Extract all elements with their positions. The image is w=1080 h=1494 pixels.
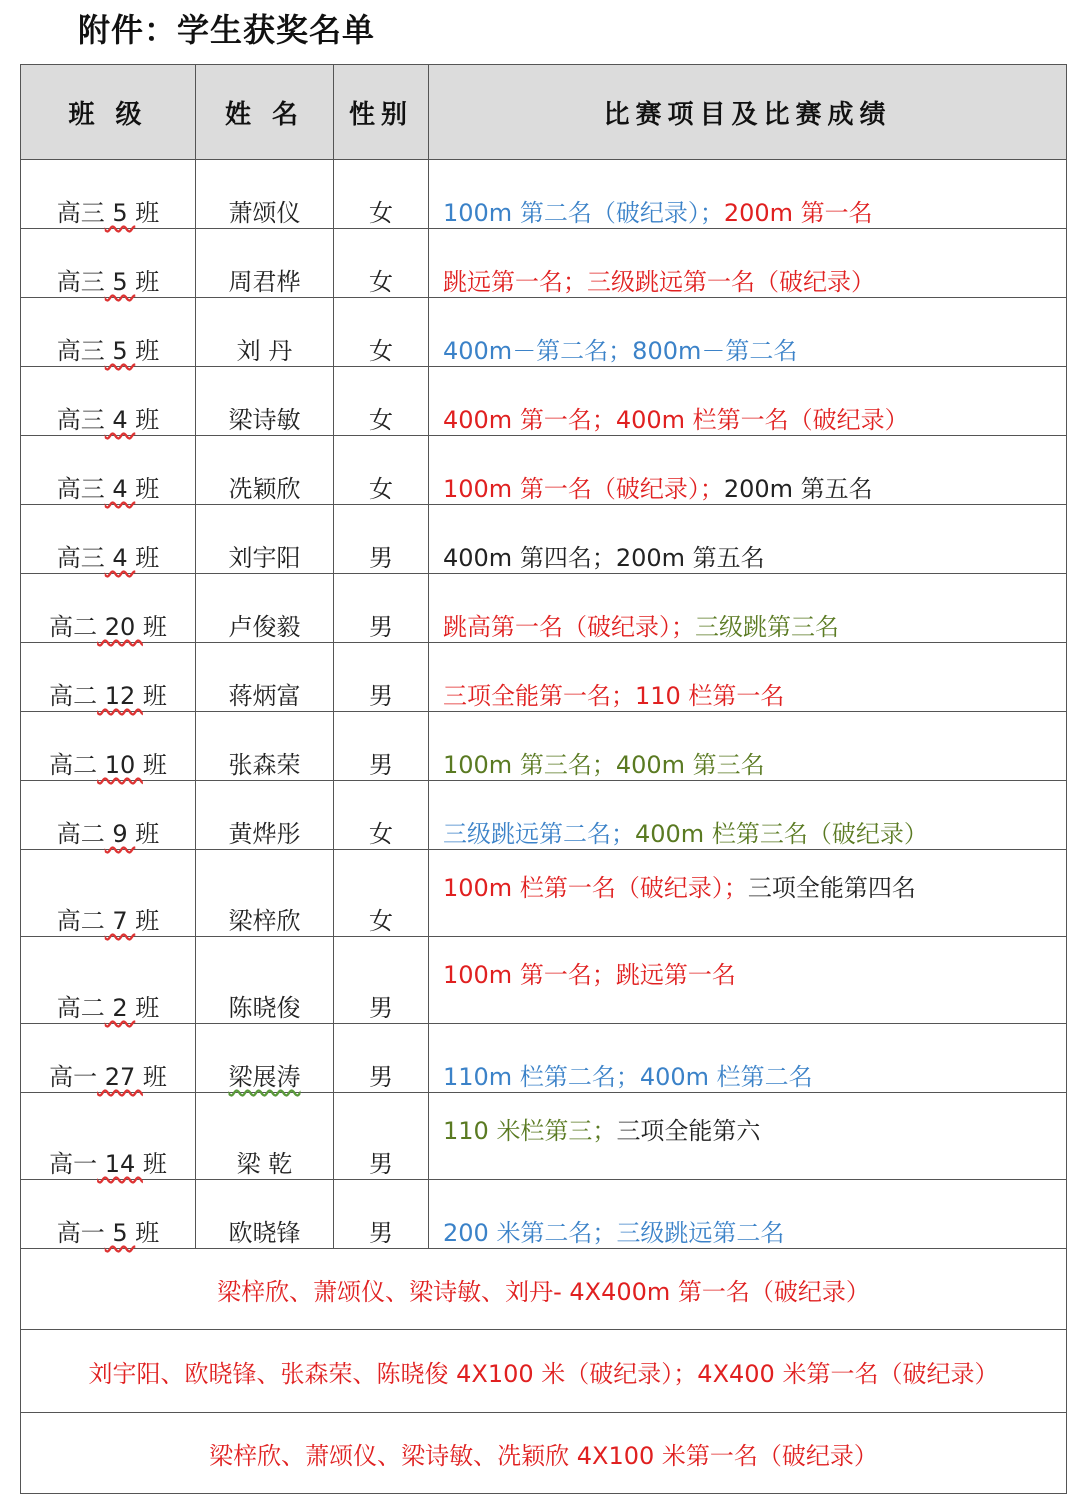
name-cell [196, 505, 334, 574]
events-cell [429, 298, 1067, 367]
gender-cell: 女 [334, 436, 429, 505]
name-cell [196, 160, 334, 229]
relay-result: 刘宇阳、欧晓锋、张森荣、陈晓俊 4X100 米（破纪录）；4X400 米第一名（破纪录） [21, 1330, 1067, 1413]
class-suffix: 班 [142, 751, 167, 779]
name-cell [196, 850, 334, 937]
gender-cell: 男 [334, 712, 429, 781]
table-row [21, 937, 1067, 1024]
event-result: 400m 第一名；400m 栏第一名（破纪录） [443, 406, 909, 434]
events-cell [429, 1024, 1067, 1093]
event-result: 跳高第一名（破纪录）； [443, 613, 695, 641]
student-name: 梁展涛 [228, 1063, 301, 1091]
class-cell [21, 229, 196, 298]
event-result: 100m 第一名（破纪录）； [443, 475, 724, 503]
class-grade: 高一 [49, 1150, 98, 1178]
gender-cell: 女 [334, 367, 429, 436]
class-cell [21, 1180, 196, 1249]
event-result: 110m 栏第二名；400m 栏第二名 [443, 1063, 813, 1091]
class-suffix: 班 [142, 613, 167, 641]
header-events: 比赛项目及比赛成绩 [429, 65, 1067, 160]
events-cell [429, 712, 1067, 781]
class-number: 2 [104, 994, 136, 1022]
class-grade: 高一 [56, 1219, 105, 1247]
relay-result: 梁梓欣、萧颂仪、梁诗敏、冼颖欣 4X100 米第一名（破纪录） [21, 1413, 1067, 1494]
student-name: 冼颖欣 [228, 475, 301, 503]
event-result: 100m 第一名；跳远第一名 [443, 961, 736, 989]
gender-cell: 女 [334, 850, 429, 937]
table-row [21, 712, 1067, 781]
events-cell [429, 574, 1067, 643]
name-cell [196, 781, 334, 850]
event-result: 跳远第一名；三级跳远第一名（破纪录） [443, 268, 875, 296]
student-name: 梁诗敏 [228, 406, 301, 434]
gender-cell: 男 [334, 1180, 429, 1249]
header-gender: 性别 [334, 65, 429, 160]
class-cell [21, 781, 196, 850]
class-grade: 高三 [56, 406, 105, 434]
class-grade: 高三 [56, 337, 105, 365]
table-row [21, 505, 1067, 574]
class-number: 5 [104, 1219, 136, 1247]
event-result: 100m 栏第一名（破纪录）； [443, 874, 748, 902]
class-suffix: 班 [135, 907, 160, 935]
class-cell [21, 298, 196, 367]
event-result: 三级跳远第二名； [443, 820, 635, 848]
header-row [21, 65, 1067, 160]
gender-cell: 男 [334, 1093, 429, 1180]
gender-cell: 女 [334, 781, 429, 850]
class-grade: 高二 [56, 820, 105, 848]
student-name: 梁 乾 [236, 1150, 293, 1178]
class-grade: 高一 [49, 1063, 98, 1091]
name-cell [196, 367, 334, 436]
class-grade: 高二 [49, 682, 98, 710]
gender-cell: 男 [334, 574, 429, 643]
class-cell [21, 436, 196, 505]
class-number: 4 [104, 406, 136, 434]
class-cell [21, 937, 196, 1024]
events-cell [429, 505, 1067, 574]
table-row [21, 1024, 1067, 1093]
events-cell [429, 1093, 1067, 1180]
event-result: 三项全能第一名；110 栏第一名 [443, 682, 785, 710]
gender-cell: 女 [334, 160, 429, 229]
class-cell [21, 505, 196, 574]
header-name: 姓 名 [196, 65, 334, 160]
class-number: 5 [104, 337, 136, 365]
event-result: 400m 第四名；200m 第五名 [443, 544, 765, 572]
table-row [21, 367, 1067, 436]
gender-cell: 男 [334, 1024, 429, 1093]
gender-cell: 男 [334, 643, 429, 712]
class-cell [21, 850, 196, 937]
event-result: 200 米第二名； [443, 1219, 617, 1247]
event-result: 400m 栏第三名（破纪录） [635, 820, 928, 848]
class-number: 9 [104, 820, 136, 848]
class-suffix: 班 [142, 682, 167, 710]
name-cell [196, 937, 334, 1024]
student-name: 陈晓俊 [228, 994, 301, 1022]
gender-cell: 男 [334, 505, 429, 574]
class-suffix: 班 [135, 1219, 160, 1247]
event-result: 三级跳远第二名 [616, 1219, 785, 1247]
class-number: 7 [104, 907, 136, 935]
student-name: 卢俊毅 [228, 613, 301, 641]
name-cell [196, 1180, 334, 1249]
class-suffix: 班 [135, 475, 160, 503]
student-name: 萧颂仪 [228, 199, 301, 227]
event-result: 200m 第五名 [723, 475, 873, 503]
class-grade: 高三 [56, 544, 105, 572]
class-cell [21, 1024, 196, 1093]
class-grade: 高二 [49, 751, 98, 779]
relay-row [21, 1413, 1067, 1494]
student-name: 黄烨彤 [228, 820, 301, 848]
table-row [21, 574, 1067, 643]
class-number: 14 [97, 1150, 143, 1178]
class-grade: 高二 [56, 994, 105, 1022]
header-class: 班 级 [21, 65, 196, 160]
student-name: 张森荣 [228, 751, 301, 779]
event-result: 100m 第二名（破纪录）； [443, 199, 724, 227]
events-cell [429, 436, 1067, 505]
awards-table [20, 64, 1067, 1494]
class-grade: 高三 [56, 268, 105, 296]
class-suffix: 班 [135, 199, 160, 227]
class-cell [21, 367, 196, 436]
name-cell [196, 436, 334, 505]
class-cell [21, 712, 196, 781]
name-cell [196, 229, 334, 298]
class-grade: 高三 [56, 475, 105, 503]
table-row [21, 643, 1067, 712]
class-number: 10 [97, 751, 143, 779]
class-number: 4 [104, 475, 136, 503]
class-number: 5 [104, 268, 136, 296]
event-result: 400m－第二名；800m－第二名 [443, 337, 798, 365]
relay-row [21, 1249, 1067, 1330]
name-cell [196, 712, 334, 781]
class-cell [21, 160, 196, 229]
class-number: 5 [104, 199, 136, 227]
class-suffix: 班 [135, 337, 160, 365]
gender-cell: 女 [334, 229, 429, 298]
event-result: 110 米栏第三； [443, 1117, 617, 1145]
events-cell [429, 781, 1067, 850]
class-suffix: 班 [135, 820, 160, 848]
table-row [21, 436, 1067, 505]
table-body [21, 160, 1067, 1494]
class-grade: 高二 [49, 613, 98, 641]
table-row [21, 1180, 1067, 1249]
class-suffix: 班 [142, 1063, 167, 1091]
class-grade: 高二 [56, 907, 105, 935]
gender-cell: 女 [334, 298, 429, 367]
class-suffix: 班 [135, 544, 160, 572]
table-row [21, 298, 1067, 367]
events-cell [429, 160, 1067, 229]
event-result: 200m 第一名 [723, 199, 873, 227]
events-cell [429, 1180, 1067, 1249]
class-cell [21, 574, 196, 643]
name-cell [196, 1024, 334, 1093]
event-result: 三项全能第六 [616, 1117, 761, 1145]
name-cell [196, 298, 334, 367]
table-row [21, 850, 1067, 937]
events-cell [429, 367, 1067, 436]
student-name: 欧晓锋 [228, 1219, 301, 1247]
class-number: 12 [97, 682, 143, 710]
events-cell [429, 229, 1067, 298]
class-number: 27 [97, 1063, 143, 1091]
class-suffix: 班 [142, 1150, 167, 1178]
table-row [21, 781, 1067, 850]
events-cell [429, 643, 1067, 712]
class-cell [21, 643, 196, 712]
student-name: 梁梓欣 [228, 907, 301, 935]
relay-row [21, 1330, 1067, 1413]
event-result: 100m 第三名；400m 第三名 [443, 751, 765, 779]
class-number: 4 [104, 544, 136, 572]
table-row [21, 229, 1067, 298]
student-name: 刘 丹 [236, 337, 293, 365]
class-suffix: 班 [135, 994, 160, 1022]
class-suffix: 班 [135, 268, 160, 296]
name-cell [196, 1093, 334, 1180]
name-cell [196, 643, 334, 712]
name-cell [196, 574, 334, 643]
gender-cell: 男 [334, 937, 429, 1024]
student-name: 刘宇阳 [228, 544, 301, 572]
table-row [21, 160, 1067, 229]
class-suffix: 班 [135, 406, 160, 434]
student-name: 周君桦 [228, 268, 301, 296]
event-result: 三项全能第四名 [747, 874, 916, 902]
student-name: 蒋炳富 [228, 682, 301, 710]
table-row [21, 1093, 1067, 1180]
events-cell [429, 937, 1067, 1024]
class-grade: 高三 [56, 199, 105, 227]
events-cell [429, 850, 1067, 937]
relay-result: 梁梓欣、萧颂仪、梁诗敏、刘丹- 4X400m 第一名（破纪录） [21, 1249, 1067, 1330]
event-result: 三级跳第三名 [695, 613, 839, 641]
class-number: 20 [97, 613, 143, 641]
page-title: 附件：学生获奖名单 [78, 11, 376, 49]
class-cell [21, 1093, 196, 1180]
